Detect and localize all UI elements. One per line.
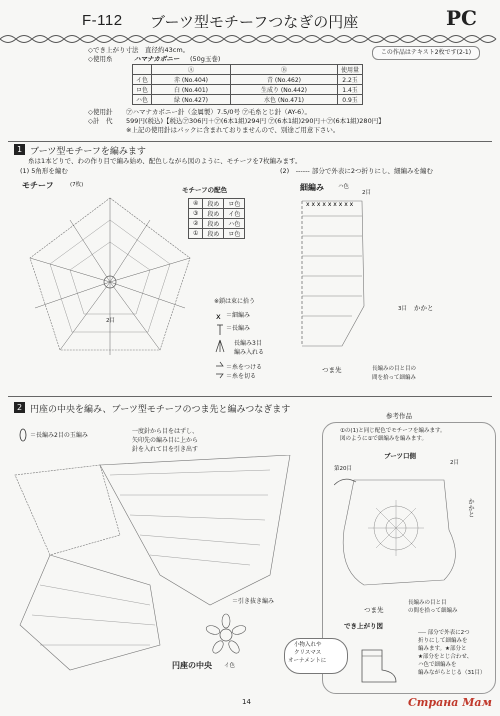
finish-note-6: 編みながらとじる（31目） xyxy=(418,670,486,676)
text-note-badge: この作品はテキスト2枚です(2-1) xyxy=(372,46,480,60)
heel-label: かかと xyxy=(414,304,434,312)
table-row: ② 段め ハ色 xyxy=(189,219,245,229)
site-watermark: Страна Мам xyxy=(408,696,492,709)
finished-diagram-label: でき上がり図 xyxy=(344,622,383,630)
pentagon-motif-diagram xyxy=(20,190,200,365)
yarn-label: ◇使用糸 xyxy=(88,55,113,63)
legend-join-yarn: ＝糸をつける xyxy=(226,364,263,371)
toe-label: つま先 xyxy=(322,366,342,374)
sample-desc-2: 図のように①で細編みを編みます。 xyxy=(340,436,427,442)
color-table-title: モチーフの配色 xyxy=(182,186,228,194)
round-2-marker: 2目 xyxy=(106,318,115,324)
bubble-line-1: 小物入れや xyxy=(294,642,322,648)
legend-cut-yarn: ＝糸を切る xyxy=(226,373,257,380)
finished-size: ◇でき上がり寸法 直径約43cm。 xyxy=(88,46,190,54)
pull-through-note-3: 針を入れて目を引き出す xyxy=(132,446,199,453)
table-row: ① 段め ロ色 xyxy=(189,229,245,239)
step-2-label: (2) ------ 部分で外表に2つ折りにし、細編みを編む xyxy=(280,167,433,175)
legend-cluster-2: 編み入れる xyxy=(234,349,265,356)
finish-note-4: ★部分をとじ合わせ、 xyxy=(418,654,473,660)
motif-label: モチーフ xyxy=(22,181,54,190)
side-note-2: 間を拾って細編み xyxy=(372,375,417,381)
table-row: イ色 赤 (No.404) 青 (No.462) 2.2玉 xyxy=(133,75,363,85)
sample-heel-label: かかと xyxy=(467,498,475,518)
motif-color-table xyxy=(188,198,245,239)
motif-count: (7枚) xyxy=(70,182,84,188)
decorative-border xyxy=(0,32,500,46)
row-20-label: 第20目 xyxy=(334,466,352,472)
bubble-line-2: クリスマス xyxy=(294,650,322,656)
sample-2-stitch-label: 2目 xyxy=(450,460,459,466)
yarn-brand: ハマナカボニー xyxy=(134,55,180,63)
legend-double-crochet: ＝長編み xyxy=(226,325,251,332)
legend-single-crochet: ＝細編み xyxy=(226,312,251,319)
boot-2-stitch-marker: 2目 xyxy=(362,190,371,196)
bubble-line-3: オーナメントに xyxy=(288,658,327,664)
sample-side-1: 長編みの目と目 xyxy=(408,600,447,606)
legend-puff-stitch: ＝長編み2目の玉編み xyxy=(30,432,88,439)
boot-ornament-icon xyxy=(352,648,402,688)
boot-3-stitch-marker: 3目 xyxy=(398,306,407,312)
yarn-table-header: Ⓐ Ⓑ 使用量 xyxy=(133,65,363,75)
section-2-title: 円座の中央を編み、ブーツ型モチーフのつま先と編みつなぎます xyxy=(30,405,291,415)
yarn-spec: (50g玉巻) xyxy=(190,55,221,63)
legend-symbols xyxy=(214,308,226,383)
step-1-label: (1) 5角形を編む xyxy=(20,167,68,175)
section-divider xyxy=(8,396,492,397)
sample-title: 参考作品 xyxy=(382,412,416,421)
table-row: ④ 段め ロ色 xyxy=(189,199,245,209)
section-1-description: 糸は1本どりで、わの作り目で編み始め、配色しながら図のように、モチーフを7枚編みます。 xyxy=(28,157,302,165)
center-label: 円座の中央 xyxy=(172,661,212,670)
sample-toe-label: つま先 xyxy=(364,606,384,614)
finish-note-2: 折りにして細編みを xyxy=(418,638,468,644)
puff-stitch-icon xyxy=(18,428,28,442)
page-title: ブーツ型モチーフつなぎの円座 xyxy=(150,13,359,31)
svg-text:x x x x x x x x x: x x x x x x x x x xyxy=(306,201,354,208)
pull-through-note-2: 矢印先の編み目に上から xyxy=(132,437,199,444)
finish-note-3: 編みます。★部分と xyxy=(418,646,467,652)
yarn-table xyxy=(132,64,363,105)
folded-boot-diagram xyxy=(292,196,412,366)
single-crochet-color: ハ色 xyxy=(338,184,350,190)
table-row: ③ 段め イ色 xyxy=(189,209,245,219)
joined-motifs-diagram xyxy=(10,455,310,680)
finish-note-1: ---- 部分で外表に2つ xyxy=(418,630,470,636)
svg-text:x: x xyxy=(216,312,221,321)
sample-desc-1: ①の(1)と同じ配色でモチーフを編みます。 xyxy=(340,428,446,434)
center-motif-flower xyxy=(205,614,247,655)
section-2-number: 2 xyxy=(14,402,25,413)
price-label: ◇計 代 xyxy=(88,117,113,125)
needle-label: ◇使用針 xyxy=(88,108,113,116)
legend-chain-note: ※鎖は束に拾う xyxy=(214,298,256,305)
table-row: ロ色 白 (No.401) 生成り (No.442) 1.4玉 xyxy=(133,85,363,95)
center-color: イ色 xyxy=(224,663,236,669)
needle-value: ㋐ハマナカボニー針（金属製）7.5/0号 ㋐毛糸とじ針（AY-6）。 xyxy=(126,108,311,116)
pull-through-note-1: 一度針から目をはずし、 xyxy=(132,428,199,435)
section-1-title: ブーツ型モチーフを編みます xyxy=(30,147,146,157)
boot-opening-label: ブーツ口側 xyxy=(384,452,417,460)
legend-cluster-1: 長編み3目 xyxy=(234,340,262,347)
sample-boot-diagram xyxy=(334,470,474,600)
section-divider xyxy=(8,141,492,142)
finish-note-5: ハ色で細編みを xyxy=(418,662,457,668)
page-number: 14 xyxy=(242,698,251,706)
pattern-code: F-112 xyxy=(82,12,123,29)
legend-slip-stitch: ＝引き抜き編み xyxy=(232,598,275,605)
table-row: ハ色 緑 (No.427) 水色 (No.471) 0.9玉 xyxy=(133,95,363,105)
side-note-1: 長編みの目と目の xyxy=(372,366,417,372)
price-note: ※上記の使用針はパックに含まれておりませんので、別途ご用意下さい。 xyxy=(126,126,340,134)
single-crochet-label: 細編み xyxy=(300,183,324,192)
section-1-number: 1 xyxy=(14,144,25,155)
price-value: 599円(税込)【税込㋐306円＋㋐(6本1組)294円 ㋐(6本1組)290円＋㋐(6本1組)280円】 xyxy=(126,117,385,125)
brand-logo: PC xyxy=(446,6,477,30)
sample-side-2: の間を拾って細編み xyxy=(408,608,458,614)
